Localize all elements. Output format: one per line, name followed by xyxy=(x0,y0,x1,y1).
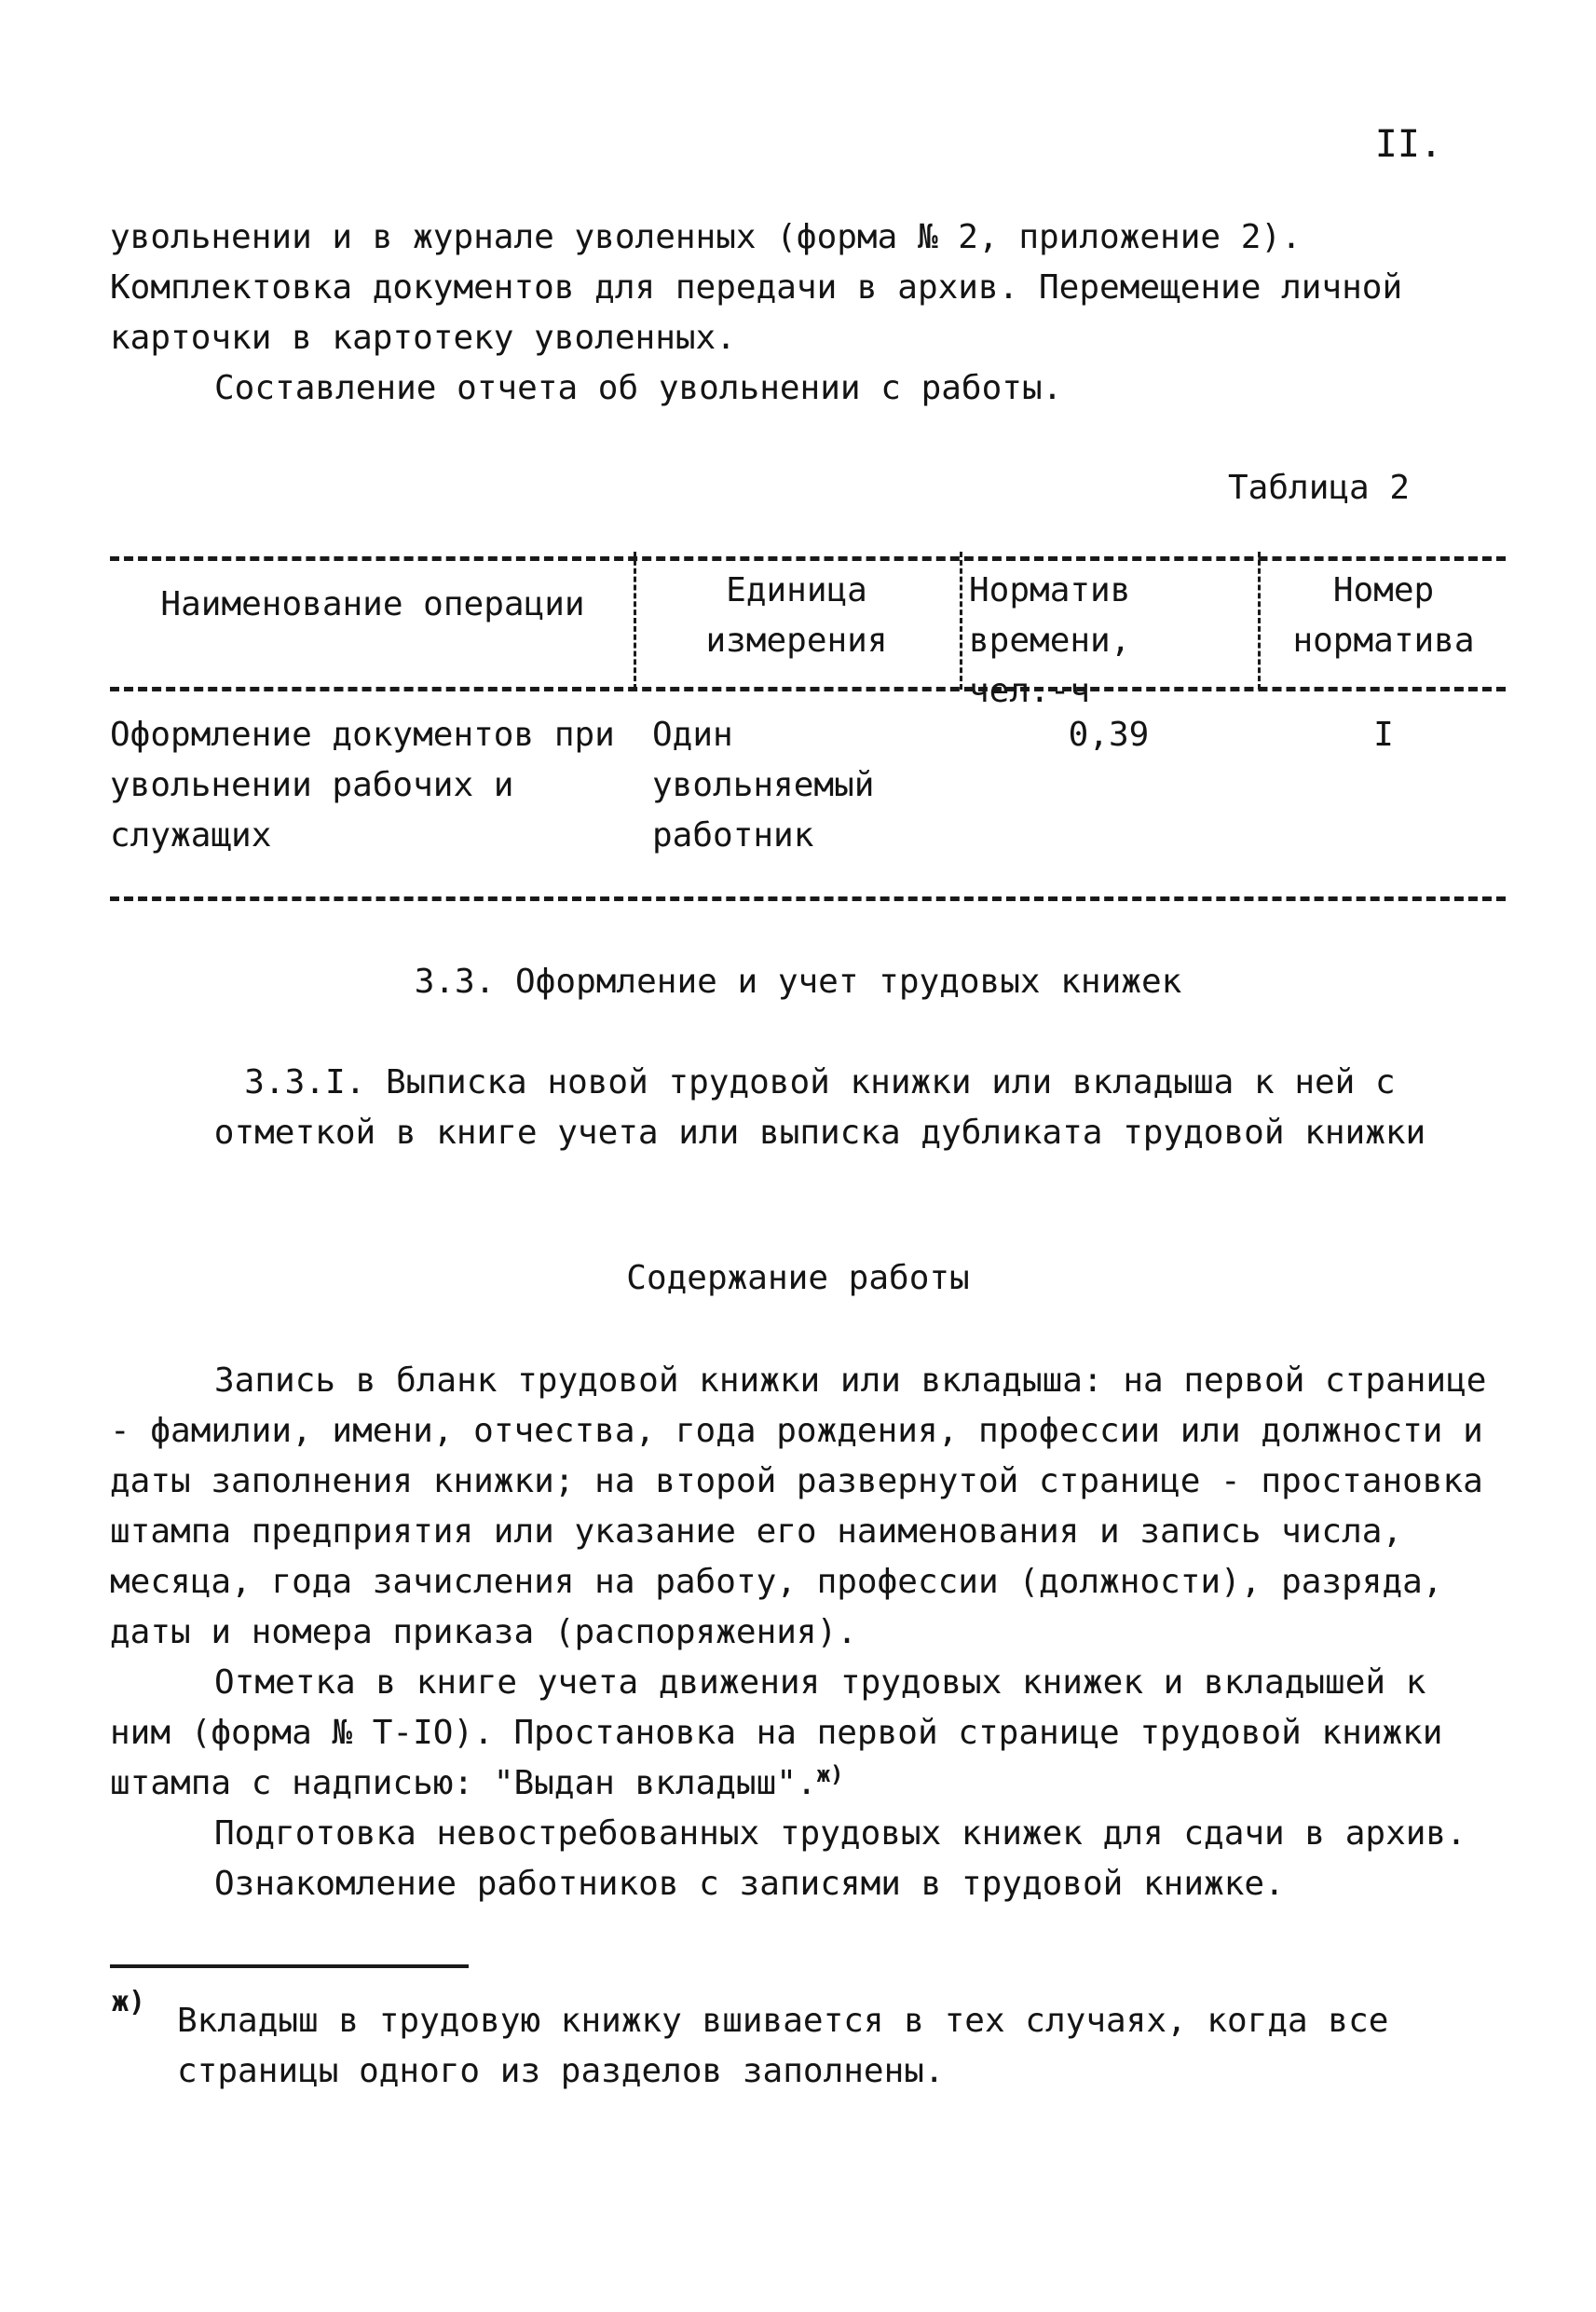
body-paragraph-3: Подготовка невостребованных трудовых книжек для сдачи в архив. xyxy=(214,1814,1466,1853)
table-header-operation: Наименование операции xyxy=(160,585,585,623)
body-paragraph-2 xyxy=(110,1658,1489,1809)
subsection-title: 3.3.I. Выписка новой трудовой книжки или вкладыша к ней с отметкой в книге учета или выписка дубликата трудовой книжки xyxy=(213,1063,1426,1152)
intro-paragraph-1: увольнении и в журнале уволенных (форма № 2, приложение 2). Комплектовка документов для передачи в архив. Перемещение личной карточки в картотеку уволенных. xyxy=(110,218,1403,357)
table-cell-unit: Один увольняемый работник xyxy=(652,716,875,855)
table-column-separator xyxy=(960,552,962,690)
table-cell-number: I xyxy=(1373,716,1394,754)
footnote-text: Вкладыш в трудовую книжку вшивается в тех случаях, когда все страницы одного из разделов заполнены. xyxy=(177,2002,1389,2090)
section-title: 3.3. Оформление и учет трудовых книжек xyxy=(414,963,1182,1001)
table-cell-operation: Оформление документов при увольнении рабочих и служащих xyxy=(110,716,615,855)
footnote-reference: ж) xyxy=(816,1761,844,1787)
table-bottom-rule xyxy=(110,896,1506,901)
table-header-rule xyxy=(110,687,1506,691)
table-column-separator xyxy=(1258,552,1261,690)
table-header-unit: Единица измерения xyxy=(705,571,888,660)
footnote-rule xyxy=(110,1964,469,1968)
content-heading: Содержание работы xyxy=(626,1259,970,1297)
intro-paragraph-2: Составление отчета об увольнении с работы. xyxy=(214,369,1063,407)
table-header-norm: Норматив времени, чел.-ч xyxy=(969,571,1131,710)
footnote-mark: ж) xyxy=(112,1986,146,2018)
body-text xyxy=(110,1356,1489,1909)
body-paragraph-1: Запись в бланк трудовой книжки или вкладыша: на первой странице - фамилии, имени, отчества, года рождения, профессии или должности и даты заполнения книжки; на второй развернутой странице - простановка штампа предприятия или указание его наименования и запись числа, месяца, года зачисления на работу, профессии (должности), разряда, даты и номера приказа (распоряжения). xyxy=(110,1361,1487,1651)
intro-block xyxy=(110,212,1480,414)
table-header-number: Номер норматива xyxy=(1292,571,1475,660)
table-top-rule xyxy=(110,556,1506,561)
body-paragraph-2-text: Отметка в книге учета движения трудовых книжек и вкладышей к ним (форма № Т-IO). Простановка на первой странице трудовой книжки штампа с надписью: "Выдан вкладыш". xyxy=(110,1663,1443,1802)
table-cell-norm: 0,39 xyxy=(1068,716,1150,754)
table-column-separator xyxy=(634,552,636,690)
page-number: II. xyxy=(1374,123,1442,166)
body-paragraph-4: Ознакомление работников с записями в трудовой книжке. xyxy=(214,1865,1285,1903)
table-caption: Таблица 2 xyxy=(1228,469,1411,507)
